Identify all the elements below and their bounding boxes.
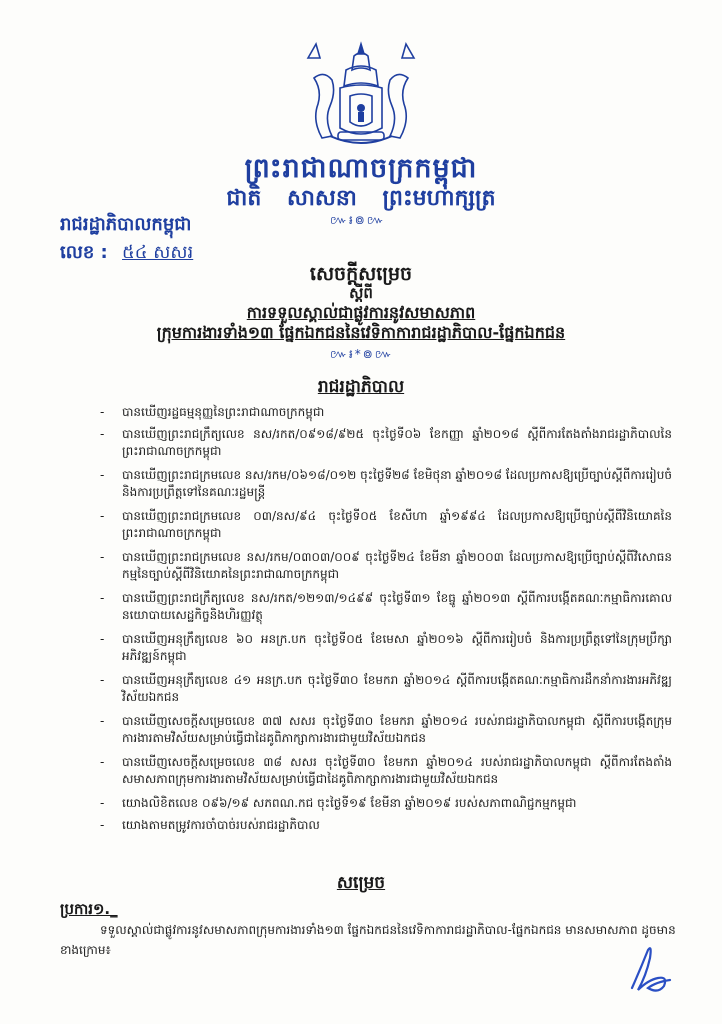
national-motto: ជាតិ សាសនា ព្រះមហាក្សត្រ [226, 186, 496, 211]
list-item: - បានឃើញព្រះរាជក្រមលេខ នស/រកម/០៦១៨/០១២ ចុះថ្ងៃទី២៨ ខែមិថុនា ឆ្នាំ២០១៨ ដែលប្រកាសឱ្យប្រើច្បាប់ស្ដីពីការរៀបចំ និងការប្រព្រឹត្តទៅនៃគណៈរដ្ឋមន្ត្រី [112, 467, 672, 501]
government-heading: រាជរដ្ឋាភិបាល [317, 377, 405, 397]
subject-line-1: ការទទួលស្គាល់ជាផ្លូវការនូវសមាសភាព [246, 303, 476, 322]
list-item: - បានឃើញអនុក្រឹត្យលេខ ៦០ អនក្រ.បក ចុះថ្ងៃទី០៥ ខែមេសា ឆ្នាំ២០១៦ ស្ដីពីការរៀបចំ និងការប្រព្រឹត្តទៅនៃក្រុមប្រឹក្សាអភិវឌ្ឍន៍កម្ពុជា [112, 631, 672, 665]
list-item: - យោងលិខិតលេខ ០៩៦/១៩ សភពណ.កជ ចុះថ្ងៃទី១៩ ខែមីនា ឆ្នាំ២០១៩ របស់សភាពាណិជ្ជកម្មកម្ពុជា [112, 795, 672, 812]
document-type-title: សេចក្ដីសម្រេច [309, 263, 413, 285]
list-item: - បានឃើញអនុក្រឹត្យលេខ ៤១ អនក្រ.បក ចុះថ្ងៃទី៣០ ខែមករា ឆ្នាំ២០១៤ ស្ដីពីការបង្កើតគណៈកម្មាធិការដឹកនាំការងារអភិវឌ្ឍវិស័យឯកជន [112, 672, 672, 706]
decision-heading: សម្រេច [336, 873, 386, 893]
reference-value: ៥៤ សសរ [122, 242, 194, 263]
signature-initials-icon [626, 940, 678, 996]
considerations-list [112, 404, 672, 839]
list-item: - បានឃើញសេចក្ដីសម្រេចលេខ ៣៨ សសរ ចុះថ្ងៃទី៣០ ខែមករា ឆ្នាំ២០១៤ របស់រាជរដ្ឋាភិបាលកម្ពុជា ស្ដីពីការតែងតាំងសមាសភាពក្រុមការងារតាមវិស័យសម្រាប់ធ្វើជាដៃគូពិភាក្សាការងារជាមួយវិស័យឯកជន [112, 754, 672, 788]
list-item: - បានឃើញព្រះរាជក្រមលេខ នស/រកម/០៣០៣/០០៩ ចុះថ្ងៃទី២៤ ខែមីនា ឆ្នាំ២០០៣ ដែលប្រកាសឱ្យប្រើច្បាប់ស្ដីពីវិសោធនកម្មនៃច្បាប់ស្ដីពីវិនិយោគនៃព្រះរាជាណាចក្រកម្ពុជា [112, 549, 672, 583]
issuing-government: រាជរដ្ឋាភិបាលកម្ពុជា [60, 214, 192, 235]
list-item: - បានឃើញព្រះរាជក្រមលេខ ០៣/នស/៩៤ ចុះថ្ងៃទី០៥ ខែសីហា ឆ្នាំ១៩៩៤ ដែលប្រកាសឱ្យប្រើច្បាប់ស្ដីពីវិនិយោគនៃព្រះរាជាណាចក្រកម្ពុជា [112, 508, 672, 542]
list-item: - បានឃើញសេចក្ដីសម្រេចលេខ ៣៧ សសរ ចុះថ្ងៃទី៣០ ខែមករា ឆ្នាំ២០១៤ របស់រាជរដ្ឋាភិបាលកម្ពុជា ស្ដីពីការបង្កើតក្រុមការងារតាមវិស័យសម្រាប់ធ្វើជាដៃគូពិភាក្សាការងារជាមួយវិស័យឯកជន [112, 713, 672, 747]
article-1-label: ប្រការ១._ [60, 900, 118, 918]
subject-line-2: ក្រុមការងារទាំង១៣ ផ្នែកឯកជននៃវេទិកាការាជរដ្ឋាភិបាល-ផ្នែកឯកជន [156, 323, 566, 342]
kingdom-title: ព្រះរាជាណាចក្រកម្ពុជា [244, 153, 478, 184]
on-label: ស្ដីពី [349, 284, 373, 302]
article-1-text: ទទួលស្គាល់ជាផ្លូវការនូវសមាសភាពក្រុមការងារទាំង១៣ ផ្នែកឯកជននៃវេទិកាការាជរដ្ឋាភិបាល-ផ្នែកឯកជន មានសមាសភាព ដូចមានខាងក្រោម៖ [60, 923, 676, 957]
list-item: - យោងតាមតម្រូវការចាំបាច់របស់រាជរដ្ឋាភិបាល [112, 817, 672, 834]
header-ornament: ៚៛៙៚ [330, 213, 386, 227]
list-item: - បានឃើញព្រះរាជក្រឹត្យលេខ នស/រកត/១២១៣/១៤៩៩ ចុះថ្ងៃទី៣១ ខែធ្នូ ឆ្នាំ២០១៣ ស្ដីពីការបង្កើតគណៈកម្មាធិការគោលនយោបាយសេដ្ឋកិច្ចនិងហិរញ្ញវត្ថុ [112, 590, 672, 624]
royal-emblem-icon [294, 40, 428, 152]
reference-label: លេខ : [60, 242, 108, 263]
list-item: - បានឃើញព្រះរាជក្រឹត្យលេខ នស/រកត/០៩១៨/៩២៥ ចុះថ្ងៃទី០៦ ខែកញ្ញា ឆ្នាំ២០១៨ ស្ដីពីការតែងតាំងរាជរដ្ឋាភិបាលនៃព្រះរាជាណាចក្រកម្ពុជា [112, 426, 672, 460]
title-ornament: ៚៛*៙៚ [330, 347, 394, 361]
list-item: - បានឃើញរដ្ឋធម្មនុញ្ញនៃព្រះរាជាណាចក្រកម្ពុជា [112, 404, 672, 421]
